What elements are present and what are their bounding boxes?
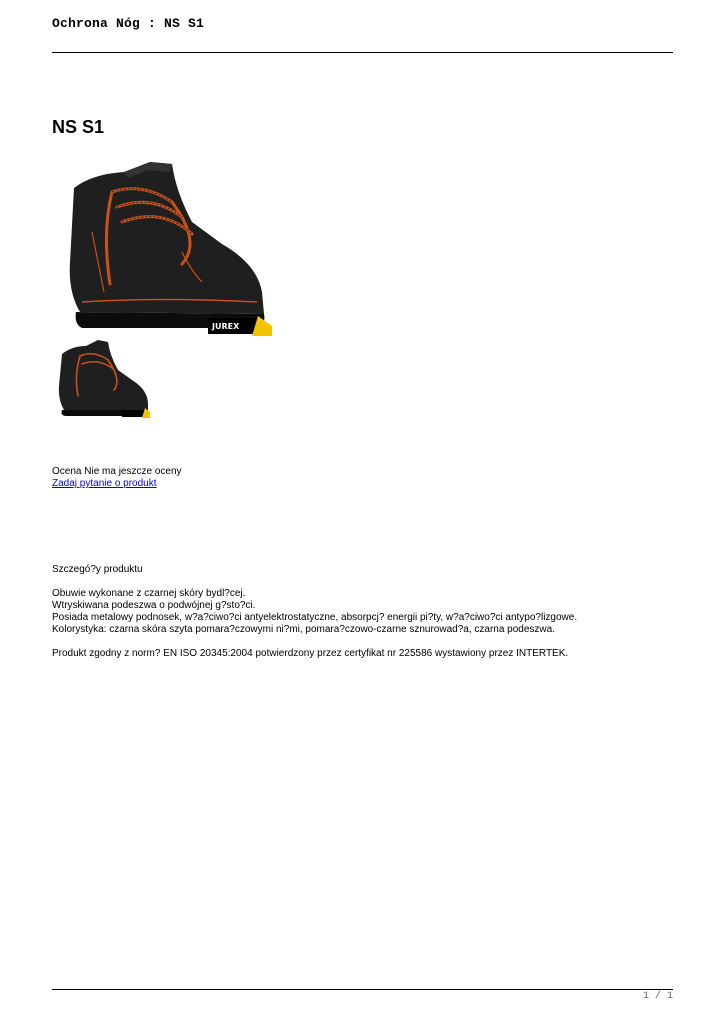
details-line: Obuwie wykonane z czarnej skóry bydl?cej. — [52, 588, 246, 599]
ask-question-link[interactable]: Zadaj pytanie o produkt — [52, 478, 157, 489]
product-title: NS S1 — [52, 117, 105, 137]
page-number: 1 / 1 — [642, 991, 673, 1002]
page-header-title: Ochrona Nóg : NS S1 — [52, 16, 205, 31]
rating-row — [52, 466, 182, 478]
details-line: Kolorystyka: czarna skóra szyta pomara?czowymi ni?mi, pomara?czowo-czarne sznurowad?a, czarna podeszwa. — [52, 624, 555, 635]
footer-divider — [52, 989, 673, 990]
ask-question-row — [52, 478, 157, 490]
header-divider — [52, 52, 673, 53]
details-heading: Szczegó?y produktu — [52, 564, 143, 575]
details-line: Wtryskiwana podeszwa o podwójnej g?sto?ci. — [52, 600, 256, 611]
jurex-logo-text: JUREX — [212, 322, 240, 331]
certificate-text: Produkt zgodny z norm? EN ISO 20345:2004 potwierdzony przez certyfikat nr 225586 wystawiony przez INTERTEK. — [52, 648, 569, 659]
product-thumbnail[interactable] — [52, 336, 150, 418]
rating-label: Ocena — [52, 466, 82, 477]
rating-value: Nie ma jeszcze oceny — [84, 466, 182, 477]
product-main-image[interactable] — [52, 152, 272, 336]
details-line: Posiada metalowy podnosek, w?a?ciwo?ci antyelektrostatyczne, absorpcj? energii pi?ty, w?a?ciwo?ci antypo?lizgowe. — [52, 612, 578, 623]
